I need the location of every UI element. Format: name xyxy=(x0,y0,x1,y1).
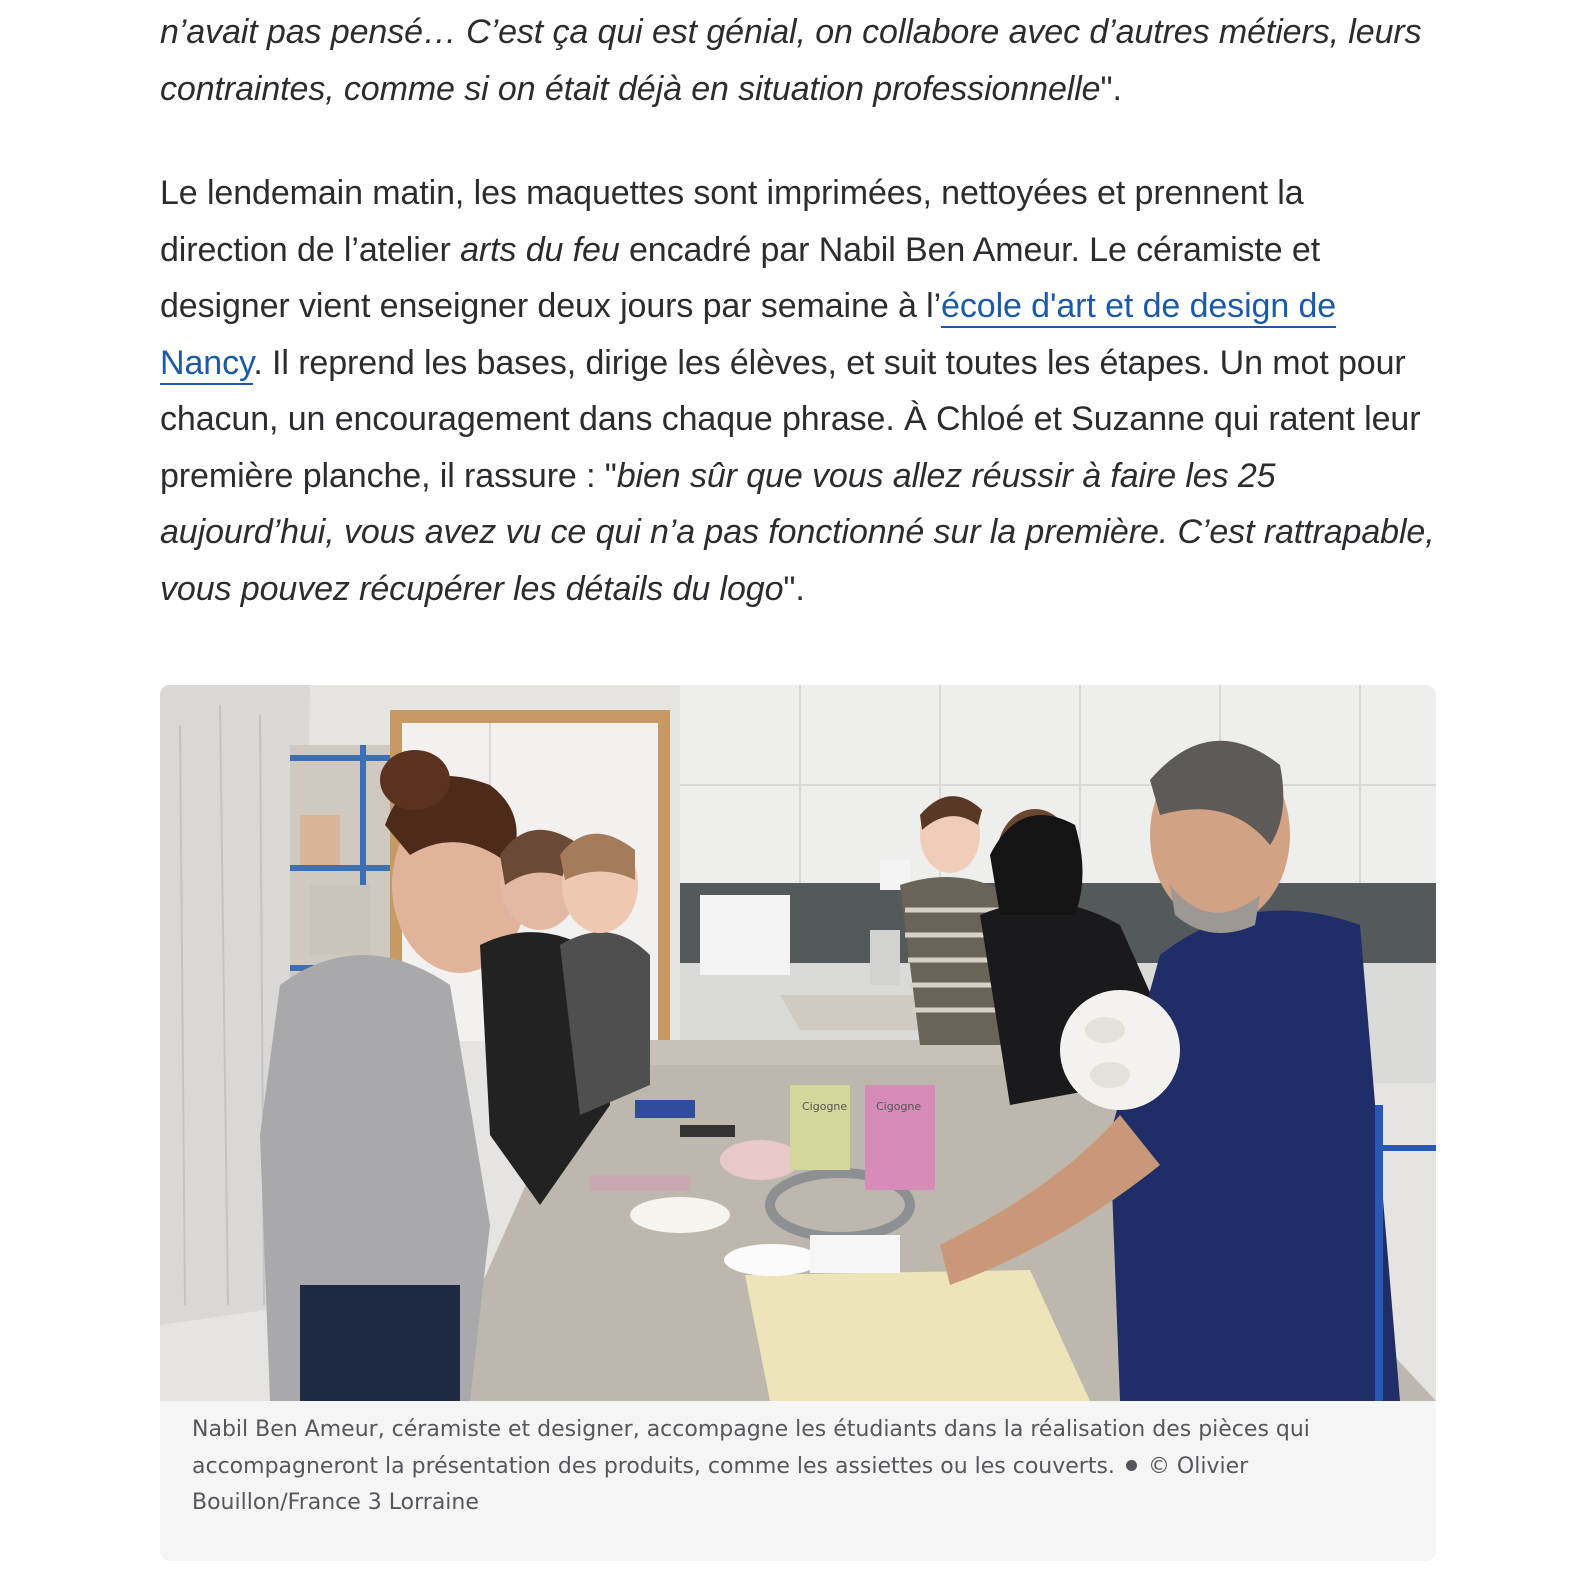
package-label: Cigogne xyxy=(876,1100,922,1113)
quote-text: n’avait pas pensé… C’est ça qui est génial, on collabore avec d’autres métiers, leurs contraintes, comme si on était déjà en situation professionnelle xyxy=(160,13,1422,108)
paragraph-text: encadré par Nabil Ben Ameur. Le céramiste et designer vient enseigner deux jours par semaine à l’ xyxy=(160,230,1321,325)
paragraph-text: . Il reprend les bases, dirige les élèves, et suit toutes les étapes. Un mot pour chacun, un encouragement dans chaque phrase. À Chloé et Suzanne qui ratent leur première planche, il rassure : " xyxy=(160,343,1421,495)
figure-caption xyxy=(192,1412,1392,1522)
quote-close: ". xyxy=(783,569,805,608)
school-link[interactable]: école d'art et de design de Nancy xyxy=(160,287,1336,385)
package-label: Cigogne xyxy=(802,1100,848,1113)
photo-credit: © Olivier Bouillon/France 3 Lorraine xyxy=(192,1453,1249,1515)
article-paragraph xyxy=(160,165,1436,617)
article-paragraph-quote-end xyxy=(160,4,1436,117)
paragraph-text: Le lendemain matin, les maquettes sont imprimées, nettoyées et prennent la direction de l’atelier xyxy=(160,174,1304,269)
workshop-photo[interactable] xyxy=(160,685,1436,1401)
quote-close: ". xyxy=(1100,69,1122,108)
caption-text: Nabil Ben Ameur, céramiste et designer, accompagne les étudiants dans la réalisation des pièces qui accompagneront la présentation des produits, comme les assiettes ou les couverts. xyxy=(192,1417,1310,1479)
workshop-name: arts du feu xyxy=(460,230,620,269)
article-figure xyxy=(160,685,1436,1561)
separator-dot-icon xyxy=(1126,1460,1137,1471)
quote-text: bien sûr que vous allez réussir à faire les 25 aujourd’hui, vous avez vu ce qui n’a pas fonctionné sur la première. C’est rattrapable, vous pouvez récupérer les détails du logo xyxy=(160,456,1435,608)
